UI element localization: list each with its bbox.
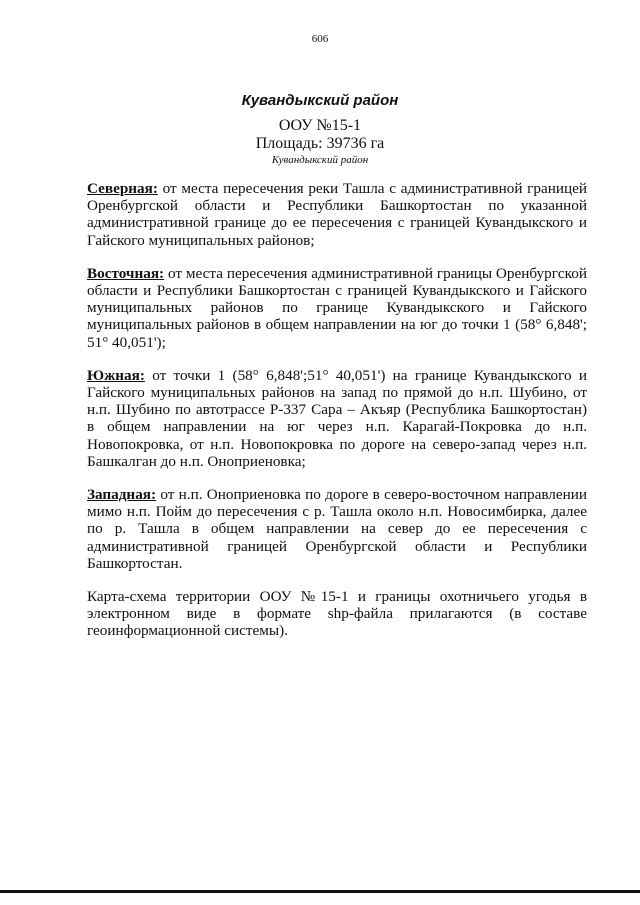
border-north-label: Северная:	[87, 180, 158, 197]
closing-paragraph: Карта-схема территории ООУ №15-1 и границы охотничьего угодья в электронном виде в формате shp-файла прилагаются (в составе геоинформационной системы).	[87, 588, 587, 640]
border-east-label: Восточная:	[87, 264, 165, 282]
document-header	[0, 92, 640, 166]
border-north-text: от места пересечения реки Ташла с административной границей Оренбургской области и Республики Башкортостан по указанной административной границе до ее пересечения с границей Кувандыкского и Гайского муниципальных районов;	[87, 180, 587, 249]
border-east	[87, 265, 587, 351]
border-west-text: от н.п. Оноприеновка по дороге в северо-восточном направлении мимо н.п. Пойм до пересечения с р. Ташла около н.п. Новосимбирка, далее по р. Ташла в общем направлении на север до ее пересечения с административной границей Оренбургской области и Республики Башкортостан.	[87, 486, 587, 572]
borders-description	[87, 180, 587, 656]
border-west	[87, 486, 587, 572]
border-east-text: от места пересечения административной границы Оренбургской области и Республики Башкортостан с границей Кувандыкского и Гайского муниципальных районов по границе Кувандыкского и Гайского муниципальных районов в общем направлении на юг до точки 1 (58° 6,848'; 51° 40,051');	[87, 264, 587, 351]
hunting-ground-number: ООУ №15-1	[278, 117, 362, 134]
bottom-rule	[0, 890, 640, 893]
border-south-label: Южная:	[87, 366, 145, 384]
district-subtitle: Кувандыкский район	[271, 154, 369, 166]
page-number: 606	[311, 33, 329, 45]
border-north	[87, 180, 587, 249]
district-title: Кувандыкский район	[241, 92, 399, 109]
border-south-text: от точки 1 (58° 6,848';51° 40,051') на границе Кувандыкского и Гайского муниципальных районов на запад по прямой до н.п. Шубино, от н.п. Шубино по автотрассе Р-337 Сара – Акъяр (Республика Башкортостан) в общем направлении на юг через н.п. Карагай-Покровка до н.п. Новопокровка, от н.п. Новопокровка по дороге на северо-запад через н.п. Башкалган до н.п. Оноприеновка;	[87, 366, 587, 470]
border-south	[87, 367, 587, 470]
area-value: Площадь: 39736 га	[255, 135, 385, 152]
border-west-label: Западная:	[87, 486, 157, 504]
